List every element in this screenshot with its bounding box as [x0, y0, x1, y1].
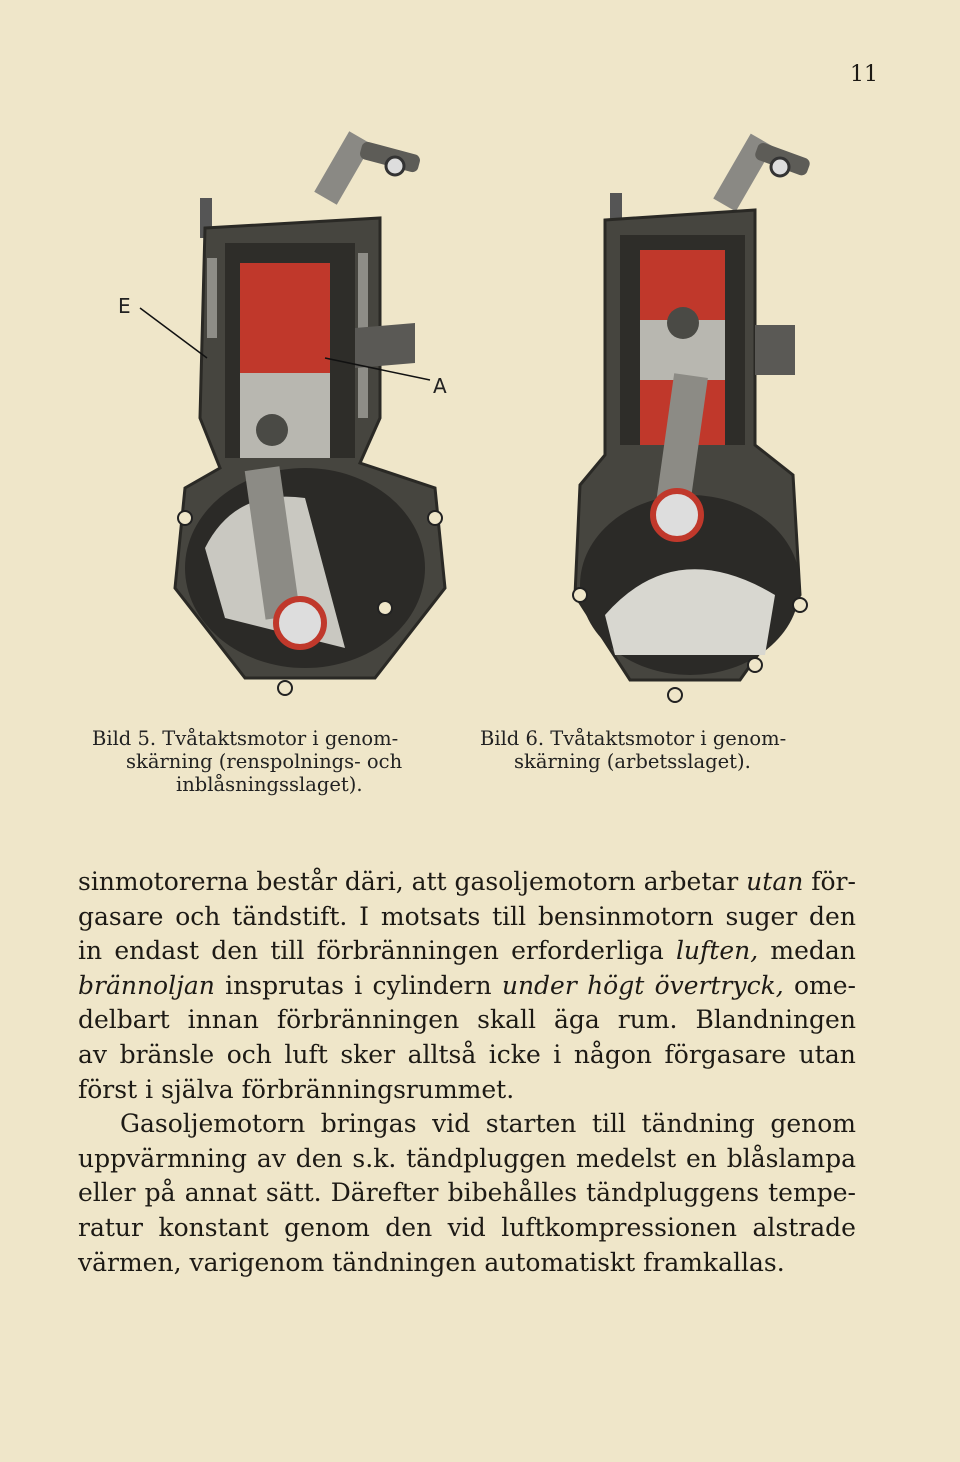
word: blåslampa	[726, 1143, 856, 1173]
engine-cutaway-illustration-6	[555, 125, 820, 705]
word: förbränningsrummet.	[241, 1074, 515, 1104]
word: äga	[553, 1005, 600, 1035]
word: i	[354, 970, 363, 1000]
word: i	[145, 1074, 154, 1104]
figure-engine-scavenging	[118, 118, 475, 708]
word: förbränningen	[316, 936, 499, 966]
body-text	[78, 865, 856, 1280]
word: en	[686, 1143, 717, 1173]
word-emphasis: högt	[587, 970, 645, 1000]
caption-line: skärning (renspolnings- och	[126, 750, 403, 773]
word: rum.	[617, 1005, 678, 1035]
word: någon	[573, 1039, 652, 1069]
word: motsats	[380, 901, 481, 931]
word: framkallas.	[643, 1247, 785, 1277]
word: sätt.	[265, 1178, 322, 1208]
word: tändningen	[332, 1247, 477, 1277]
text-line	[78, 1211, 856, 1246]
word: in	[78, 936, 103, 966]
word: förgasare	[664, 1039, 787, 1069]
caption-line: Bild 6. Tvåtaktsmotor i genom-	[480, 727, 787, 750]
text-line	[78, 1003, 856, 1038]
word: luftkompressionen	[501, 1212, 738, 1242]
word: först	[78, 1074, 138, 1104]
text-line	[78, 1038, 856, 1073]
word: insprutas	[225, 970, 344, 1000]
word: I	[359, 901, 370, 931]
word: värmen,	[78, 1247, 182, 1277]
word: bringas	[320, 1109, 417, 1139]
text-line	[78, 934, 856, 969]
figure-5-caption	[92, 727, 472, 796]
word: bränsle	[119, 1039, 215, 1069]
word: den	[295, 1143, 343, 1173]
word: till	[591, 1109, 626, 1139]
word: medan	[770, 936, 856, 966]
word: genom	[770, 1109, 856, 1139]
word: vid	[432, 1109, 471, 1139]
word-emphasis: under	[501, 970, 577, 1000]
piston	[240, 373, 330, 458]
word-emphasis: övertryck,	[654, 970, 784, 1000]
word: delbart	[78, 1005, 170, 1035]
word: tempe-	[768, 1178, 856, 1208]
word: till	[270, 936, 305, 966]
word: tändning	[641, 1109, 755, 1139]
label-E: E	[118, 294, 131, 318]
word: arbetar	[643, 867, 739, 896]
word: vid	[447, 1212, 486, 1242]
word: konstant	[158, 1212, 269, 1242]
word: den	[385, 1212, 433, 1242]
word: förbränningen	[276, 1005, 460, 1035]
text-line	[78, 1073, 856, 1108]
word: alstrade	[752, 1212, 856, 1242]
word: sinmotorerna	[78, 867, 249, 896]
word: Därefter	[330, 1178, 439, 1208]
word: tändpluggen	[406, 1143, 567, 1173]
word: automatiskt	[484, 1247, 636, 1277]
word: endast	[114, 936, 199, 966]
figure-6-caption	[480, 727, 860, 773]
word: sker	[340, 1039, 396, 1069]
text-line	[78, 900, 856, 935]
word: uppvärmning	[78, 1143, 247, 1173]
word: cylindern	[372, 970, 492, 1000]
word: av	[78, 1039, 108, 1069]
text-line	[78, 1142, 856, 1177]
figure-engine-power-stroke	[555, 125, 820, 705]
word: till	[492, 901, 527, 931]
text-line	[78, 969, 856, 1004]
word: erforderliga	[511, 936, 664, 966]
word: eller	[78, 1178, 136, 1208]
word: skall	[477, 1005, 537, 1035]
word: den	[809, 901, 856, 931]
word: och	[226, 1039, 272, 1069]
label-A: A	[433, 374, 447, 398]
word: utan	[798, 1039, 856, 1069]
word: att	[411, 867, 447, 896]
word: varigenom	[189, 1247, 325, 1277]
word: består	[256, 867, 337, 896]
text-line	[78, 1107, 856, 1142]
word: suger	[725, 901, 798, 931]
word: innan	[187, 1005, 259, 1035]
caption-line: Bild 5. Tvåtaktsmotor i genom-	[92, 727, 399, 750]
word: bensinmotorn	[537, 901, 714, 931]
word: gasare	[78, 901, 164, 931]
word: medelst	[576, 1143, 677, 1173]
combustion-chamber	[240, 263, 330, 373]
word: och	[175, 901, 221, 931]
word-emphasis: utan	[746, 867, 804, 896]
word: starten	[485, 1109, 577, 1139]
word: tändstift.	[232, 901, 348, 931]
word: ratur	[78, 1212, 143, 1242]
caption-line: skärning (arbetsslaget).	[514, 750, 751, 773]
word: s.k.	[352, 1143, 397, 1173]
word: på	[144, 1178, 176, 1208]
word: själva	[161, 1074, 234, 1104]
text-line	[78, 865, 856, 900]
word-emphasis: luften,	[675, 936, 759, 966]
word: tändpluggens	[586, 1178, 760, 1208]
word: bibehålles	[447, 1178, 578, 1208]
word: alltså	[407, 1039, 477, 1069]
word: den	[211, 936, 259, 966]
word: luft	[284, 1039, 328, 1069]
word: för-	[811, 867, 856, 896]
word: icke	[488, 1039, 541, 1069]
word: genom	[284, 1212, 370, 1242]
word: av	[256, 1143, 286, 1173]
word: gasoljemotorn	[454, 867, 636, 896]
word: annat	[184, 1178, 257, 1208]
word: däri,	[344, 867, 404, 896]
word: Gasoljemotorn	[120, 1109, 306, 1139]
crank-pin	[276, 599, 324, 647]
engine-cutaway-illustration-5	[118, 118, 475, 708]
word: Blandningen	[695, 1005, 856, 1035]
word: ome-	[793, 970, 856, 1000]
caption-line: inblåsningsslaget).	[176, 773, 363, 796]
text-line	[78, 1176, 856, 1211]
word-emphasis: brännoljan	[78, 970, 215, 1000]
text-line	[78, 1246, 856, 1281]
crank-pin	[653, 491, 701, 539]
page-number: 11	[850, 62, 878, 87]
word: i	[553, 1039, 562, 1069]
